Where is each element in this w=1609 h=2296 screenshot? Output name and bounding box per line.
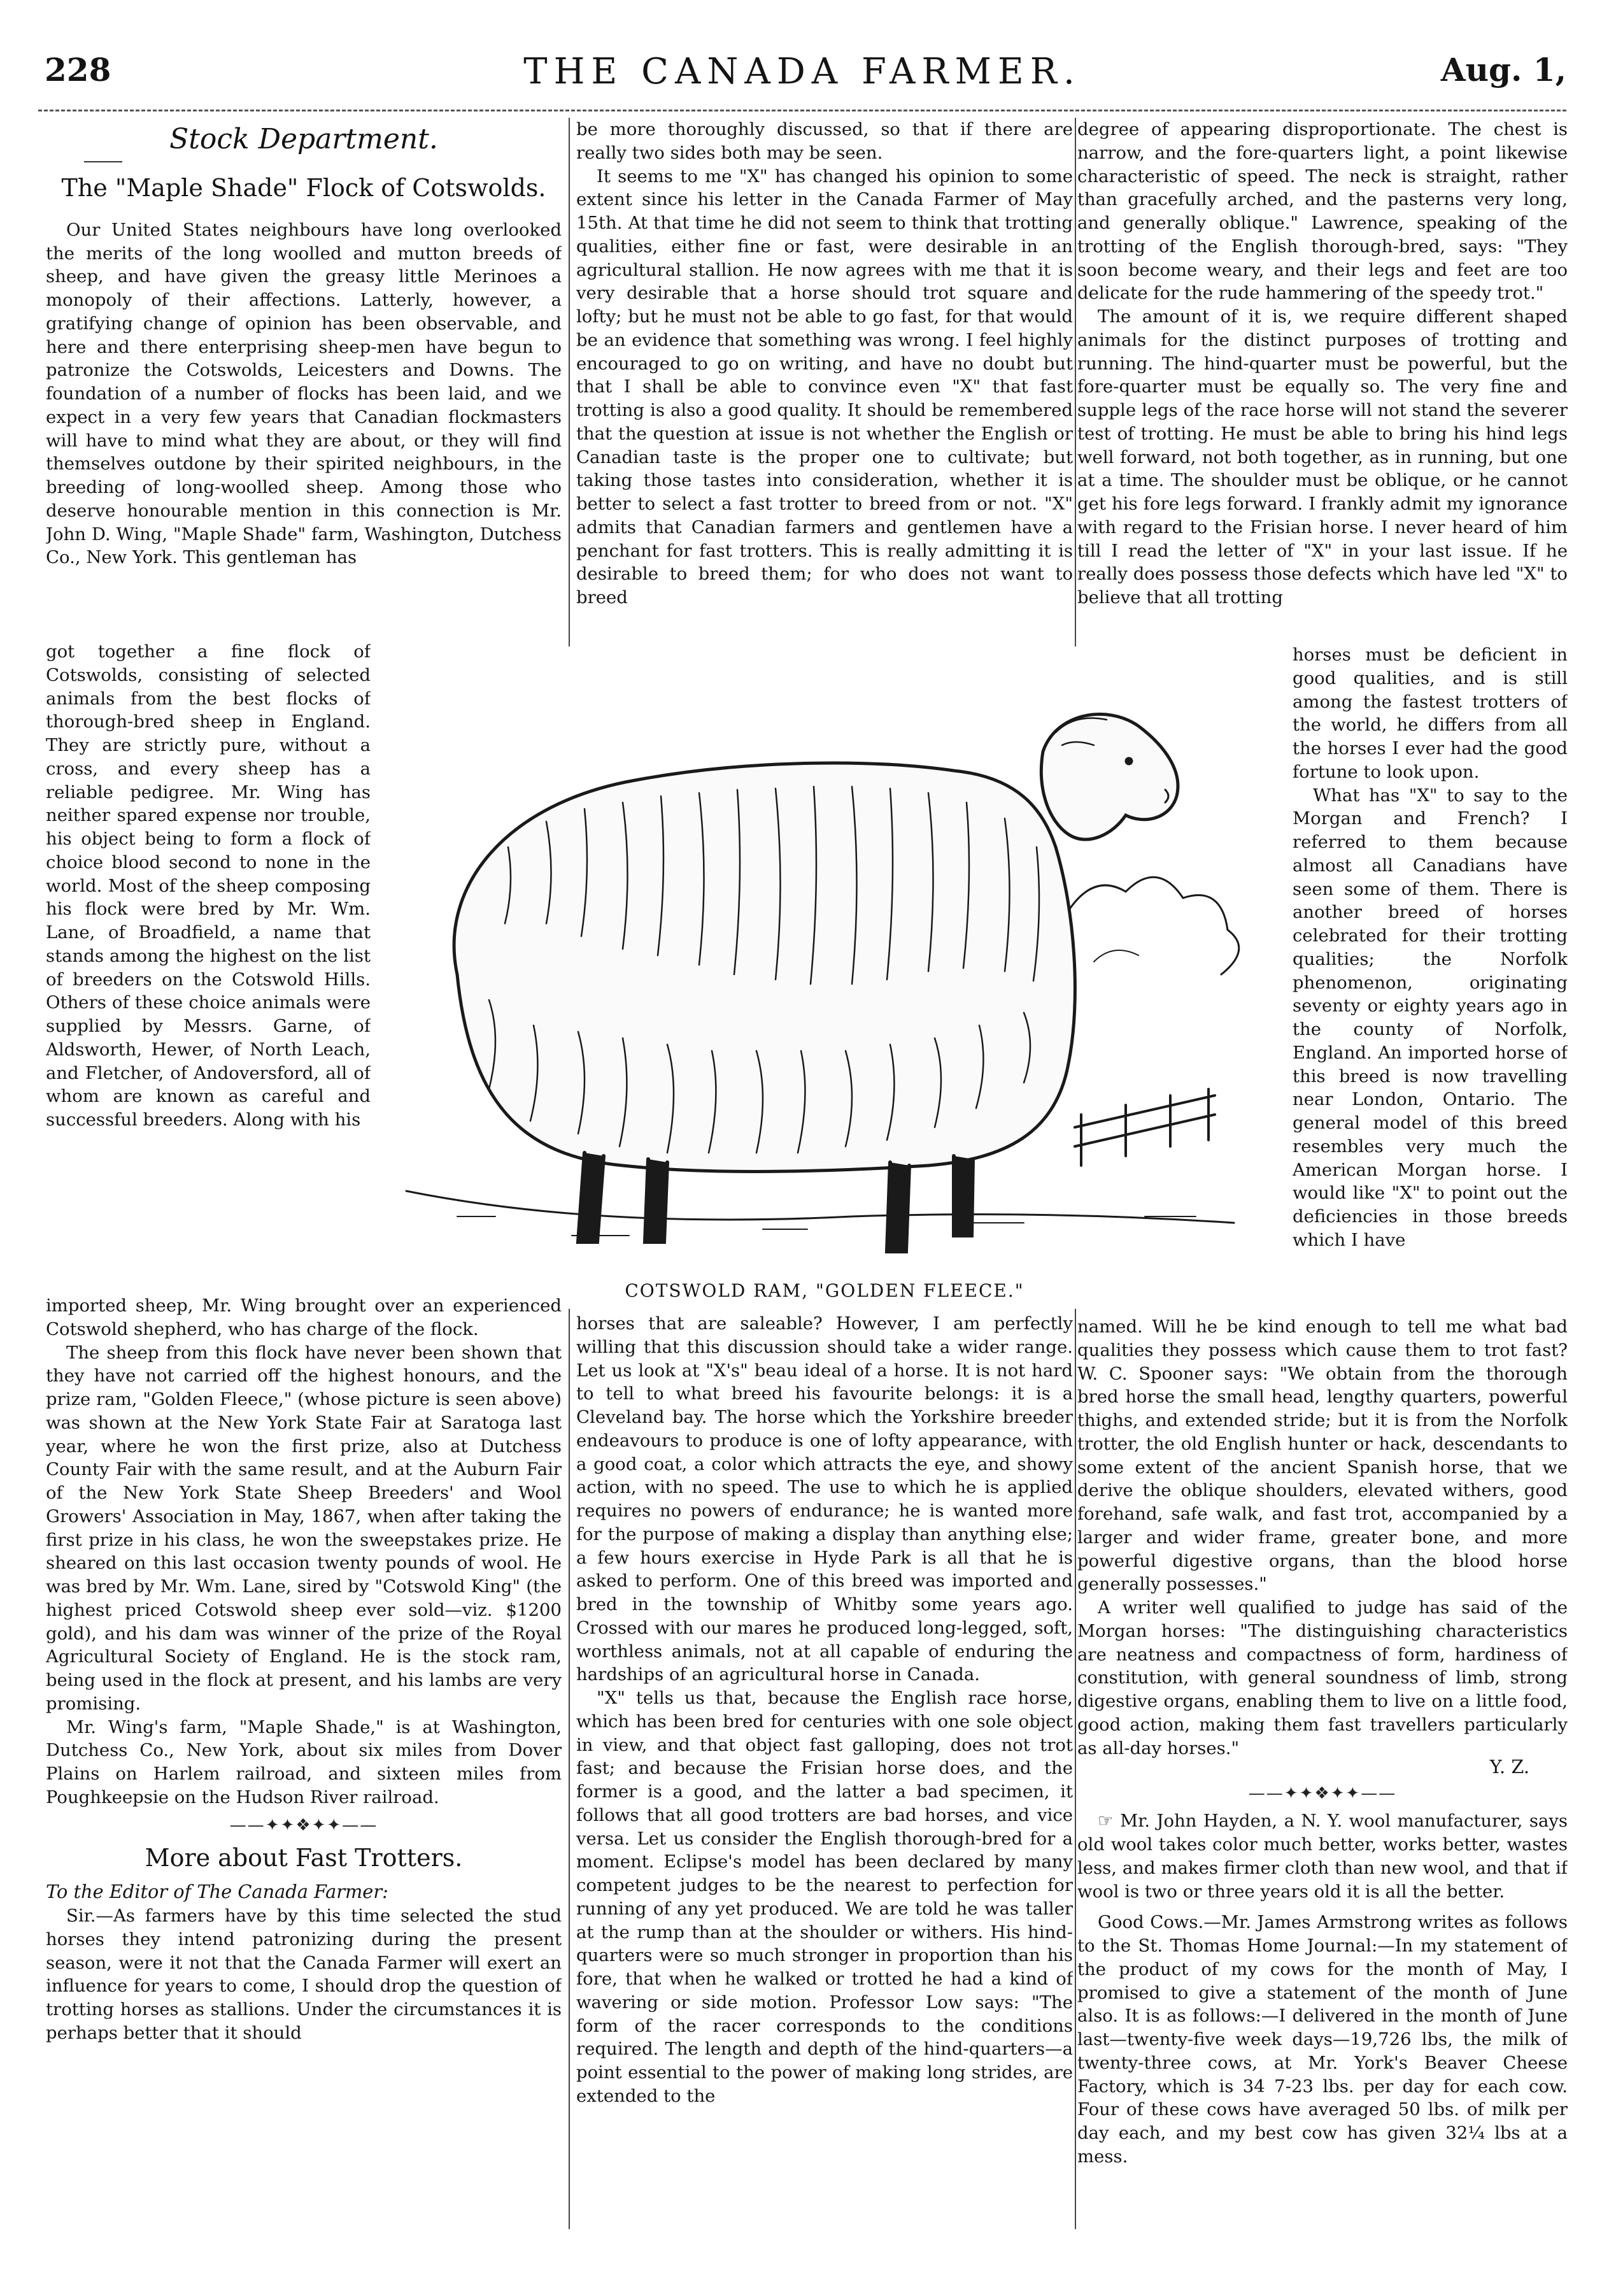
article-paragraph: The sheep from this flock have never been shown that they have not carried off the highest honours, and the prize ram, "Golden Fleece," (whose picture is seen above) was shown at the New York State Fair at Saratoga last year, where he won the first prize, also at Dutchess County Fair with the same result, and at the Auburn Fair of the New York State Sheep Breeders' and Wool Growers' Association in May, 1867, when after taking the first prize in his class, he won the sweepstakes prize. He sheared on this last occasion twenty pounds of wool. He was bred by Mr. Wm. Lane, sired by "Cotswold King" (the highest priced Cotswold sheep ever sold—viz. $1200 gold), and his dam was winner of the prize of the Royal Agricultural Society of England. He is the stock ram, being used in the flock at present, and his lambs are very promising. xyxy=(46,1342,562,1714)
article-paragraph: Sir.—As farmers have by this time selected the stud horses they intend patronizing during the present season, were it not that the Canada Farmer will exert an influence for years to come, I should drop the question of trotting horses as stallions. Under the circumstances it is perhaps better that it should xyxy=(46,1906,562,2043)
page-header xyxy=(38,45,1566,102)
column-rule-right-lower xyxy=(1075,1309,1076,2229)
cotswold-ram-illustration xyxy=(381,643,1290,1283)
article-paragraph: got together a fine flock of Cotswolds, consisting of selected animals from the best flocks of thorough-bred sheep in England. They are strictly pure, without a cross, and every sheep has a reliable pedigree. Mr. Wing has neither spared expense nor trouble, his object being to form a flock of choice blood second to none in the world. Most of the sheep composing his flock were bred by Mr. Wm. Lane, of Broadfield, a name that stands among the highest on the list of breeders on the Cotswold Hills. Others of these choice animals were supplied by Messrs. Garne, of Aldsworth, Hewer, of North Leach, and Fletcher, of Andoversford, all of whom are known as careful and successful breeders. Along with his xyxy=(46,641,371,1130)
letter-signature: Y. Z. xyxy=(1489,1756,1529,1778)
right-column-narrow xyxy=(1293,643,1568,1318)
article-paragraph: degree of appearing disproportionate. The chest is narrow, and the fore-quarters light, a point likewise characteristic of speed. The neck is straight, rather than gracefully arched, and the pasterns very long, and generally oblique." Lawrence, speaking of the trotting of the English thorough-bred, says: "They soon become weary, and their legs and feet are too delicate for the rude hammering of the speedy trot." xyxy=(1077,119,1568,304)
middle-column-bottom xyxy=(576,1312,1073,2229)
sheep-head xyxy=(1041,714,1178,839)
article-paragraph: A writer well qualified to judge has said of the Morgan horses: "The distinguishing characteristics are neatness and compactness of form, hardiness of constitution, with general soundness of limb, strong digestive organs, enabling them to live on a little food, good action, making them fast travellers particularly as all-day horses." xyxy=(1077,1597,1568,1758)
section-title: Stock Department. xyxy=(169,123,438,155)
left-column-bottom xyxy=(46,1294,562,2230)
journal-title: THE CANADA FARMER. xyxy=(523,51,1081,92)
article-heading-fast-trotters: More about Fast Trotters. xyxy=(145,1843,463,1872)
article-paragraph: Our United States neighbours have long overlooked the merits of the long woolled and mutton breeds of sheep, and have given the greasy little Merinoes a monopoly of their affections. Latterly, however, a gratifying change of opinion has been observable, and here and there enterprising sheep-men have begun to patronize the Cotswolds, Leicesters and Downs. The foundation of a number of flocks has been laid, and we expect in a very few years that Canadian flockmasters will have to mind what they are about, or they will find themselves outdone by their spirited neighbours, in the breeding of long-woolled sheep. Among those who deserve honourable mention in this connection is Mr. John D. Wing, "Maple Shade" farm, Washington, Dutchess Co., New York. This gentleman has xyxy=(46,219,562,568)
news-note: Good Cows.—Mr. James Armstrong writes as follows to the St. Thomas Home Journal:—In my statement of the product of my cows for the month of May, I promised to give a statement of the month of June also. It is as follows:—I delivered in the month of June last—twenty-five week days—19,726 lbs, the milk of twenty-three cows, at Mr. York's Beaver Cheese Factory, which is 34 7-23 lbs. per day for each cow. Four of these cows have averaged 50 lbs. of milk per day each, and my best cow has given 32¼ lbs at a mess. xyxy=(1077,1912,1568,2167)
right-column-top xyxy=(1077,118,1568,653)
fence-icon xyxy=(1075,1089,1215,1166)
article-paragraph: The amount of it is, we require different shaped animals for the distinct purposes of trotting and running. The hind-quarter must be powerful, but the fore-quarter must be equally so. The very fine and supple legs of the race horse will not stand the severer test of trotting. He must be able to bring his hind legs well forward, not both together, as in running, but one at a time. The shoulder must be oblique, or he cannot get his fore legs forward. I frankly admit my ignorance with regard to the Frisian horse. I never heard of him till I read the letter of "X" in your last issue. If he really does possess those defects which have led "X" to believe that all trotting xyxy=(1077,306,1568,608)
article-paragraph: named. Will he be kind enough to tell me what bad qualities they possess which cause them to trot fast? W. C. Spooner says: "We obtain from the thorough bred horse the small head, lengthy quarters, powerful thighs, and extended stride; but it is from the Norfolk trotter, the old English hunter or hack, descendants to some extent of the ancient Spanish horse, that we derive the oblique shoulders, elevated withers, good forehand, safe walk, and fast trot, accompanied by a larger and wider frame, greater bone, and more powerful digestive organs, than the blood horse generally possesses." xyxy=(1077,1316,1568,1595)
left-column-narrow xyxy=(46,640,371,1296)
article-paragraph: What has "X" to say to the Morgan and French? I referred to them because almost all Canadians have seen some of them. There is another breed of horses celebrated for their trotting qualities; the Norfolk phenomenon, originating seventy or eighty years ago in the county of Norfolk, England. An imported horse of this breed is now travelling near London, Ontario. The general model of this breed resembles very much the American Morgan horse. I would like "X" to point out the deficiencies in those breeds which I have xyxy=(1293,785,1568,1250)
section-ornament: ——✦✦❖✦✦—— xyxy=(1248,1784,1397,1804)
article-paragraph: be more thoroughly discussed, so that if there are really two sides both may be seen. xyxy=(576,119,1073,163)
article-heading-cotswolds: The "Maple Shade" Flock of Cotswolds. xyxy=(61,174,546,203)
issue-date: Aug. 1, xyxy=(1440,51,1566,89)
article-paragraph: Mr. Wing's farm, "Maple Shade," is at Washington, Dutchess Co., New York, about six miles from Dover Plains on Harlem railroad, and sixteen miles from Poughkeepsie on the Hudson River railroad. xyxy=(46,1716,562,1808)
news-note: ☞ Mr. John Hayden, a N. Y. wool manufacturer, says old wool takes color much better, works better, wastes less, and makes firmer cloth than new wool, and that if wool is two or three years old it is all the better. xyxy=(1077,1811,1568,1902)
middle-column-top xyxy=(576,118,1073,666)
article-paragraph: imported sheep, Mr. Wing brought over an experienced Cotswold shepherd, who has charge of the flock. xyxy=(46,1295,562,1339)
column-rule-right xyxy=(1075,118,1076,646)
article-paragraph: It seems to me "X" has changed his opinion to some extent since his letter in the Canada Farmer of May 15th. At that time he did not seem to think that trotting qualities, either fine or fast, were desirable in an agricultural stallion. He now agrees with me that it is very desirable that a horse should trot square and lofty; but he must not be able to go fast, for that would be an evidence that something was wrong. I feel highly encouraged to go on writing, and have no doubt but that I shall be able to convince even "X" that fast trotting is also a good quality. It should be remembered that the question at issue is not whether the English or Canadian taste is the proper one to cultivate; but taking those tastes into consideration, whether it is better to select a fast trotter to breed from or not. "X" admits that Canadian farmers and gentlemen have a penchant for fast trotters. This is really admitting it is desirable to breed them; for who does not want to breed xyxy=(576,166,1073,608)
letter-addressee: To the Editor of The Canada Farmer: xyxy=(46,1881,388,1903)
header-rule xyxy=(38,110,1566,111)
sheep-eye xyxy=(1125,757,1133,765)
trees-icon xyxy=(1068,877,1239,974)
page-number: 228 xyxy=(45,51,111,89)
divider xyxy=(84,161,122,162)
right-column-bottom xyxy=(1077,1315,1568,2232)
article-paragraph: "X" tells us that, because the English race horse, which has been bred for centuries with one sole object in view, and that object fast galloping, does not trot fast; and because the Frisian horse does, and the former is a good, and the latter a bad specimen, it follows that all good trotters are bad horses, and vice versa. Let us consider the English thorough-bred for a moment. Eclipse's model has been declared by many competent judges to be the nearest to perfection for running of any yet produced. We are told he was taller at the rump than at the shoulder or withers. His hind-quarters were so much stronger in proportion than his fore, that when he walked or trotted he had a kind of wavering or side motion. Professor Low says: "The form of the racer corresponds to the conditions required. The length and depth of the hind-quarters—a point essential to the power of making long strides, are extended to the xyxy=(576,1688,1073,2106)
section-ornament: ——✦✦❖✦✦—— xyxy=(229,1815,378,1835)
article-paragraph: horses must be deficient in good qualities, and is still among the fastest trotters of the world, he differs from all the horses I ever had the good fortune to look upon. xyxy=(1293,645,1568,782)
column-rule-left xyxy=(569,118,570,646)
column-rule-left-lower xyxy=(569,1309,570,2229)
illustration-caption: COTSWOLD RAM, "GOLDEN FLEECE." xyxy=(625,1280,1024,1301)
article-paragraph: horses that are saleable? However, I am perfectly willing that this discussion should take a wider range. Let us look at "X's" beau ideal of a horse. It is not hard to tell to what breed his favourite belongs: it is a Cleveland bay. The horse which the Yorkshire breeder endeavours to produce is one of lofty appearance, with a good coat, a color which attracts the eye, and showy action, with no speed. The use to which he is applied requires no powers of endurance; he is wanted more for the purpose of making a display than anything else; a few hours exercise in Hyde Park is all that he is asked to perform. One of this breed was imported and bred in the township of Whitby some years ago. Crossed with our mares he produced long-legged, soft, worthless animals, not at all capable of enduring the hardships of an agricultural horse in Canada. xyxy=(576,1313,1073,1685)
